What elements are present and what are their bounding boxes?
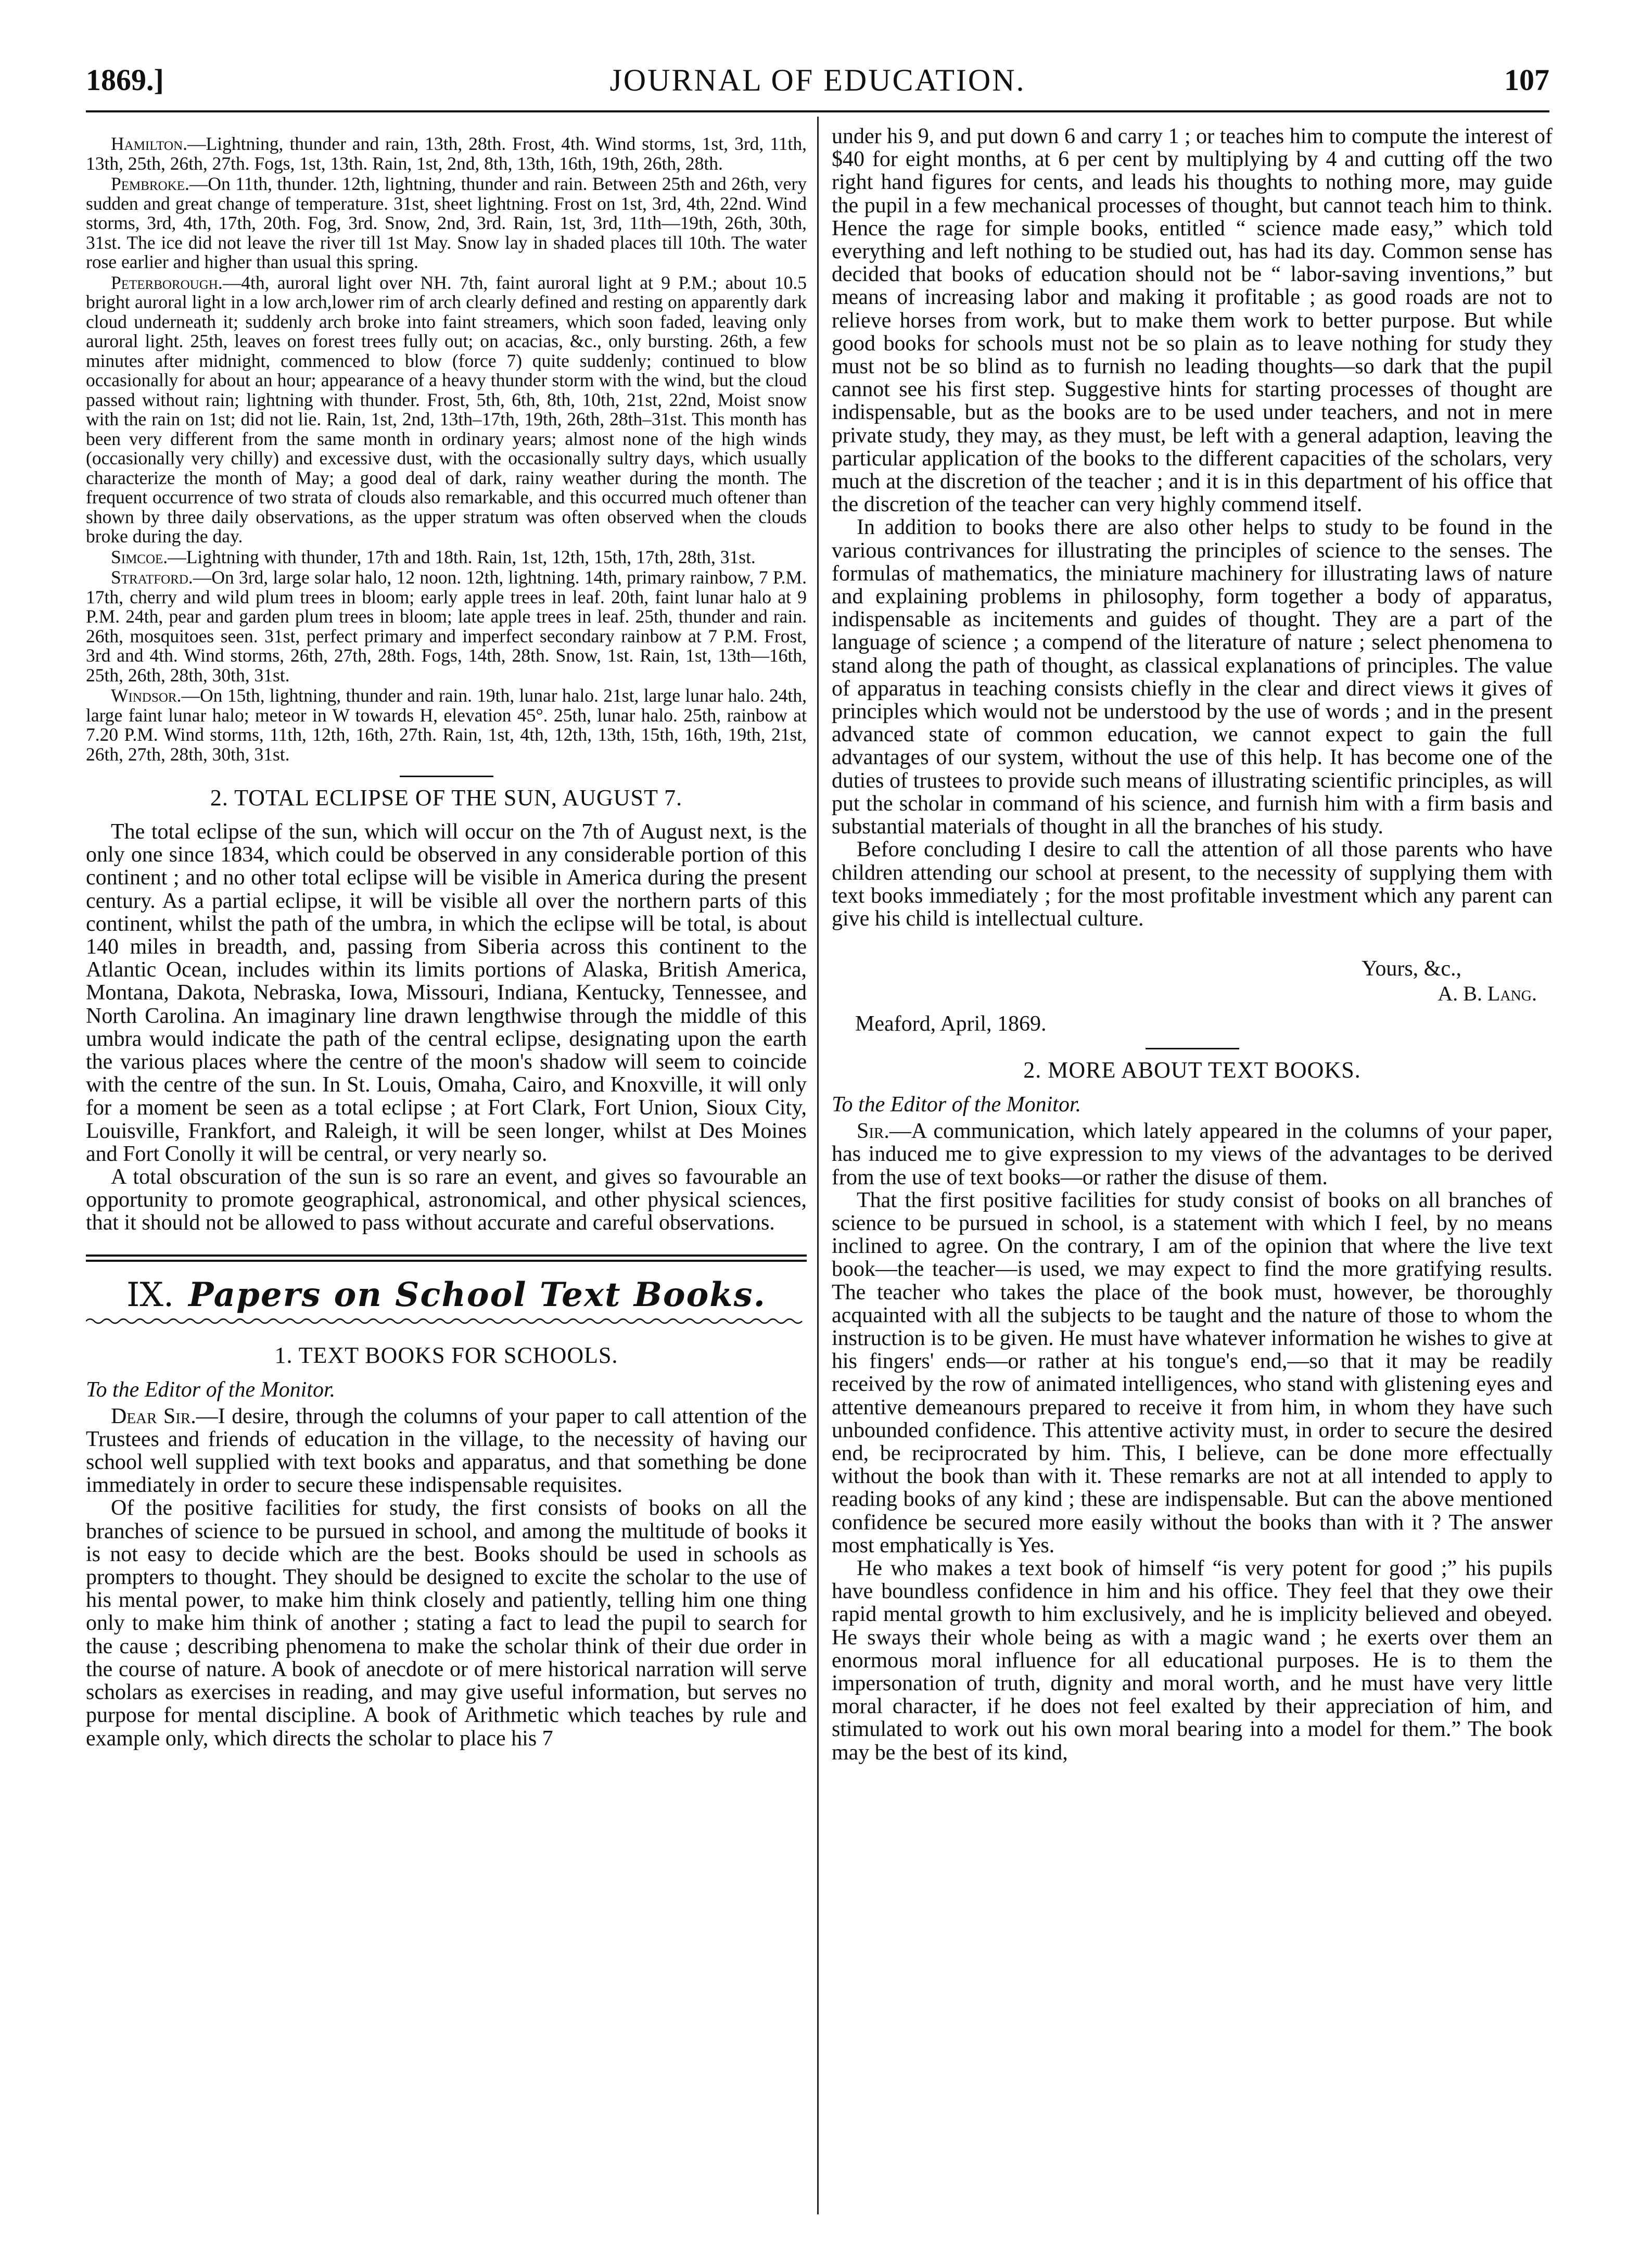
article1-signature: A. B. Lang. xyxy=(1438,982,1537,1006)
page-header xyxy=(86,62,1549,102)
section-number: IX. xyxy=(126,1275,174,1314)
article1-paragraph-text: —I desire, through the columns of your paper to call attention of the Trustees and friends of education in the village, to the necessity of having our school well supplied with text books and apparatus, and that something be done immediately in order to secure these indispensable requisites. xyxy=(86,1404,807,1498)
wavy-ornament xyxy=(86,1315,807,1327)
article1-paragraph: Of the positive facilities for study, the first consists of books on all the branches of science to be pursued in school, and among the multitude of books it is not easy to decide which are the best. Books should be used in schools as prompters to thought. They should be designed to excite the scholar to the use of his mental power, to make him think closely and patiently, telling him one thing only to make him think of another ; stating a fact to lead the pupil to search for the cause ; describing phenomena to make the scholar think of their due order in the course of nature. A book of anecdote or of mere historical narration will serve scholars as exercises in reading, and may give useful information, but serves no purpose for mental discipline. A book of Arithmetic which teaches by rule and example only, which directs the scholar to place his 7 xyxy=(86,1496,807,1751)
weather-report xyxy=(86,134,807,173)
section-divider xyxy=(1146,1048,1239,1049)
article1-to-editor: To the Editor of the Monitor. xyxy=(86,1377,336,1402)
eclipse-heading: 2. TOTAL ECLIPSE OF THE SUN, AUGUST 7. xyxy=(210,785,683,810)
report-place: Pembroke. xyxy=(111,173,189,194)
column-divider xyxy=(817,117,819,2214)
article2-to-editor: To the Editor of the Monitor. xyxy=(832,1093,1082,1117)
article1-continuation: under his 9, and put down 6 and carry 1 ; or teaches him to compute the interest of $40 for eight months, at 6 per cent by multiplying by 4 and cutting off the two right hand figures for cents, and leads his thoughts to nothing more, may guide the pupil in a few mechanical processes of thought, but cannot teach him to think. Hence the rage for simple books, entitled “ science made easy,” which told everything and left nothing to be studied out, has had its day. Common sense has decided that books of education should not be “ labor-saving inventions,” but means of increasing labor and making it profitable ; as good roads are not to relieve horses from work, but to make them work to better purpose. But while good books for schools must not be so plain as to leave nothing for study they must not be so blind as to furnish no leading thoughts—so dark that the pupil cannot see his first step. Suggestive hints for starting processes of thought are indispensable, but as the books are to be used under teachers, and not in mere private study, they may, as they must, be left with a general adaption, leaving the particular application of the books to the different capacities of the scholars, very much at the discretion of the teacher ; and it is in this department of his office that the discretion of the teacher can very highly commend itself. xyxy=(832,124,1553,517)
report-place: Windsor. xyxy=(111,685,182,706)
weather-reports xyxy=(86,134,807,764)
weather-report xyxy=(86,686,807,764)
weather-report xyxy=(86,548,807,567)
article1-paragraph: Before concluding I desire to call the attention of all those parents who have children attending our school at present, to the necessity of supplying them with text books immediately ; for the most profitable investment which any parent can give his child is intellectual culture. xyxy=(832,838,1553,931)
article1-paragraph xyxy=(86,1405,807,1497)
article1-heading: 1. TEXT BOOKS FOR SCHOOLS. xyxy=(274,1342,618,1368)
article1-paragraph: In addition to books there are also other helps to study to be found in the various contrivances for illustrating the principles of science to the senses. The formulas of mathematics, the miniature machinery for illustrating laws of nature and explaining problems in philosophy, form together a body of apparatus, indispensable as incitements and guides of thought. They are a part of the language of science ; a compend of the literature of nature ; select phenomena to stand along the path of thought, as classical explanations of principles. The value of apparatus in teaching consists chiefly in the clear and direct views it gives of principles which would not be understood by the use of words ; and in the present advanced state of common education, we cannot expect to gain the full advantages of our system, without the use of this help. It has become one of the duties of trustees to provide such means of illustrating scientific principles, as will put the scholar in command of his science, and furnish him with a firm basis and substantial materials of thought in all the branches of his study. xyxy=(832,515,1553,839)
report-text: —Lightning with thunder, 17th and 18th. Rain, 1st, 12th, 15th, 17th, 28th, 31st. xyxy=(168,546,756,567)
page-number: 107 xyxy=(1504,63,1549,97)
weather-report xyxy=(86,568,807,685)
section-title xyxy=(86,1275,807,1314)
journal-title: JOURNAL OF EDUCATION. xyxy=(609,63,1026,97)
weather-report xyxy=(86,174,807,272)
report-text: —On 11th, thunder. 12th, lightning, thunder and rain. Between 25th and 26th, very sudden and great change of temperature. 31st, sheet lightning. Frost on 1st, 3rd, 4th, 22nd. Wind storms, 3rd, 4th, 17th, 20th. Fog, 3rd. Snow, 2nd, 3rd. Rain, 1st, 3rd, 11th—19th, 26th, 30th, 31st. The ice did not leave the river till 1st May. Snow lay in shaded places till 10th. The water rose earlier and higher than usual this spring. xyxy=(86,173,807,272)
article1-place-date: Meaford, April, 1869. xyxy=(855,1012,1047,1036)
eclipse-paragraph: The total eclipse of the sun, which will occur on the 7th of August next, is the only one since 1834, which could be observed in any considerable portion of this continent ; and no other total eclipse will be visible in America during the present century. As a partial eclipse, it will be visible all over the northern parts of this continent, whilst the path of the umbra, in which the eclipse will be total, is about 140 miles in breadth, and, passing from Siberia across this continent to the Atlantic Ocean, includes within its limits portions of Alaska, British America, Montana, Dakota, Nebraska, Iowa, Missouri, Indiana, Kentucky, Tennessee, and North Carolina. An imaginary line drawn lengthwise through the middle of this umbra would indicate the path of the central eclipse, designating upon the earth the various places where the centre of the moon's shadow will seem to coincide with the centre of the sun. In St. Louis, Omaha, Cairo, and Knoxville, it will only for a moment be seen as a total eclipse ; at Fort Clark, Fort Union, Sioux City, Louisville, Frankfort, and Raleigh, it will be seen longer, whilst at Des Moines and Fort Conolly it will be central, or very nearly so. xyxy=(86,820,807,1166)
report-text: —On 3rd, large solar halo, 12 noon. 12th, lightning. 14th, primary rainbow, 7 P.M. 17th, cherry and wild plum trees in bloom; early apple trees in leaf. 20th, faint lunar halo at 9 P.M. 24th, pear and garden plum trees in bloom; late apple trees in leaf. 25th, thunder and rain. 26th, mosquitoes seen. 31st, perfect primary and imperfect secondary rainbow at 7 P.M. Frost, 3rd and 4th. Wind storms, 26th, 27th, 28th. Fogs, 14th, 28th. Snow, 1st. Rain, 1st, 13th—16th, 25th, 26th, 28th, 30th, 31st. xyxy=(86,567,807,686)
article2-salutation: Sir. xyxy=(857,1119,889,1144)
report-text: —Lightning, thunder and rain, 13th, 28th. Frost, 4th. Wind storms, 1st, 3rd, 11th, 13th, 25th, 26th, 27th. Fogs, 1st, 13th. Rain, 1st, 2nd, 8th, 13th, 16th, 19th, 26th, 28th. xyxy=(86,133,807,174)
weather-report xyxy=(86,273,807,547)
report-text: —On 15th, lightning, thunder and rain. 19th, lunar halo. 21st, large lunar halo. 24th, large faint lunar halo; meteor in W towards H, elevation 45°. 25th, lunar halo. 25th, rainbow at 7.20 P.M. Wind storms, 11th, 12th, 16th, 27th. Rain, 1st, 4th, 12th, 13th, 15th, 16th, 19th, 21st, 26th, 27th, 28th, 30th, 31st. xyxy=(86,685,807,765)
right-column xyxy=(832,125,1553,1764)
article2-heading: 2. MORE ABOUT TEXT BOOKS. xyxy=(1023,1057,1361,1083)
article2-paragraph: That the first positive facilities for study consist of books on all branches of science to be pursued in school, is a statement with which I feel, by no means inclined to agree. On the contrary, I am of the opinion that where the live text book—the teacher—is used, we may expect to find the more gratifying results. The teacher who takes the place of the book must, however, be thoroughly acquainted with all the subjects to be taught and the nature of those to whom the instruction is to be given. He must have whatever information he wishes to give at his fingers' ends—or rather at his tongue's end,—so that it may be readily received by the row of animated intelligences, who stand with glistening eyes and attentive demeanours prepared to receive it from him, in whom they have such unbounded confidence. This attentive activity must, in order to secure the desired end, be reciprocrated by him. This, I believe, can be done more effectually without the book than with it. These remarks are not at all intended to apply to reading books of any kind ; these are indispensable. But can the above mentioned confidence be secured more easily without the books than with it ? The answer most emphatically is Yes. xyxy=(832,1188,1553,1557)
report-place: Simcoe. xyxy=(111,546,168,567)
article1-closing: Yours, &c., xyxy=(1362,957,1461,981)
article2-paragraph: He who makes a text book of himself “is very potent for good ;” his pupils have boundless confidence in him and his office. They feel that they owe their rapid mental growth to him exclusively, and he is implicity believed and obeyed. He sways their whole being as with a magic wand ; he exerts over them an enormous moral influence for all educational purposes. He is to them the impersonation of truth, dignity and moral worth, and he must have very little moral character, if he does not feel exalted by their appreciation of him, and stimulated to work out his own moral bearing into a model for them.” The book may be the best of its kind, xyxy=(832,1556,1553,1765)
report-place: Peterborough. xyxy=(111,272,223,293)
report-text: —4th, auroral light over NH. 7th, faint auroral light at 9 P.M.; about 10.5 bright auroral light in a low arch,lower rim of arch clearly defined and resting on apparently dark cloud underneath it; suddenly arch broke into faint streamers, which soon faded, leaving only auroral light. 25th, leaves on forest trees fully out; on acacias, &c., only bursting. 26th, a few minutes after midnight, commenced to blow (force 7) quite suddenly; continued to blow occasionally for about an hour; appearance of a heavy thunder storm with the wind, but the cloud passed without rain; lightning with thunder. Frost, 5th, 6th, 8th, 10th, 21st, 22nd, Moist snow with the rain on 1st; did not lie. Rain, 1st, 2nd, 13th–17th, 19th, 26th, 28th–31st. This month has been very different from the same month in ordinary years; almost none of the high winds (occasionally very chilly) and excessive dust, with the occasionally sultry days, which usually characterize the month of May; a good deal of dark, rainy weather during the month. The frequent occurrence of two strata of clouds also remarkable, and this occurred much oftener than shown by three daily observations, as the upper stratum was often observed when the clouds broke during the day. xyxy=(86,272,807,547)
left-column xyxy=(86,125,807,1750)
section-name: Papers on School Text Books. xyxy=(188,1275,766,1314)
header-year: 1869.] xyxy=(86,63,164,97)
header-rule xyxy=(86,110,1549,112)
section-double-rule xyxy=(86,1255,807,1262)
report-place: Hamilton. xyxy=(111,133,188,154)
section-divider xyxy=(400,776,493,777)
article1-salutation: Dear Sir. xyxy=(111,1404,196,1428)
article2-paragraph-text: —A communication, which lately appeared in the columns of your paper, has induced me to give expression to my views of the advantages to be derived from the use of text books—or rather the disuse of them. xyxy=(832,1119,1553,1189)
eclipse-paragraph: A total obscuration of the sun is so rare an event, and gives so favourable an opportunity to promote geographical, astronomical, and other physical sciences, that it should not be allowed to pass without accurate and careful observations. xyxy=(86,1165,807,1235)
report-place: Stratford. xyxy=(111,567,193,588)
article2-paragraph xyxy=(832,1120,1553,1189)
